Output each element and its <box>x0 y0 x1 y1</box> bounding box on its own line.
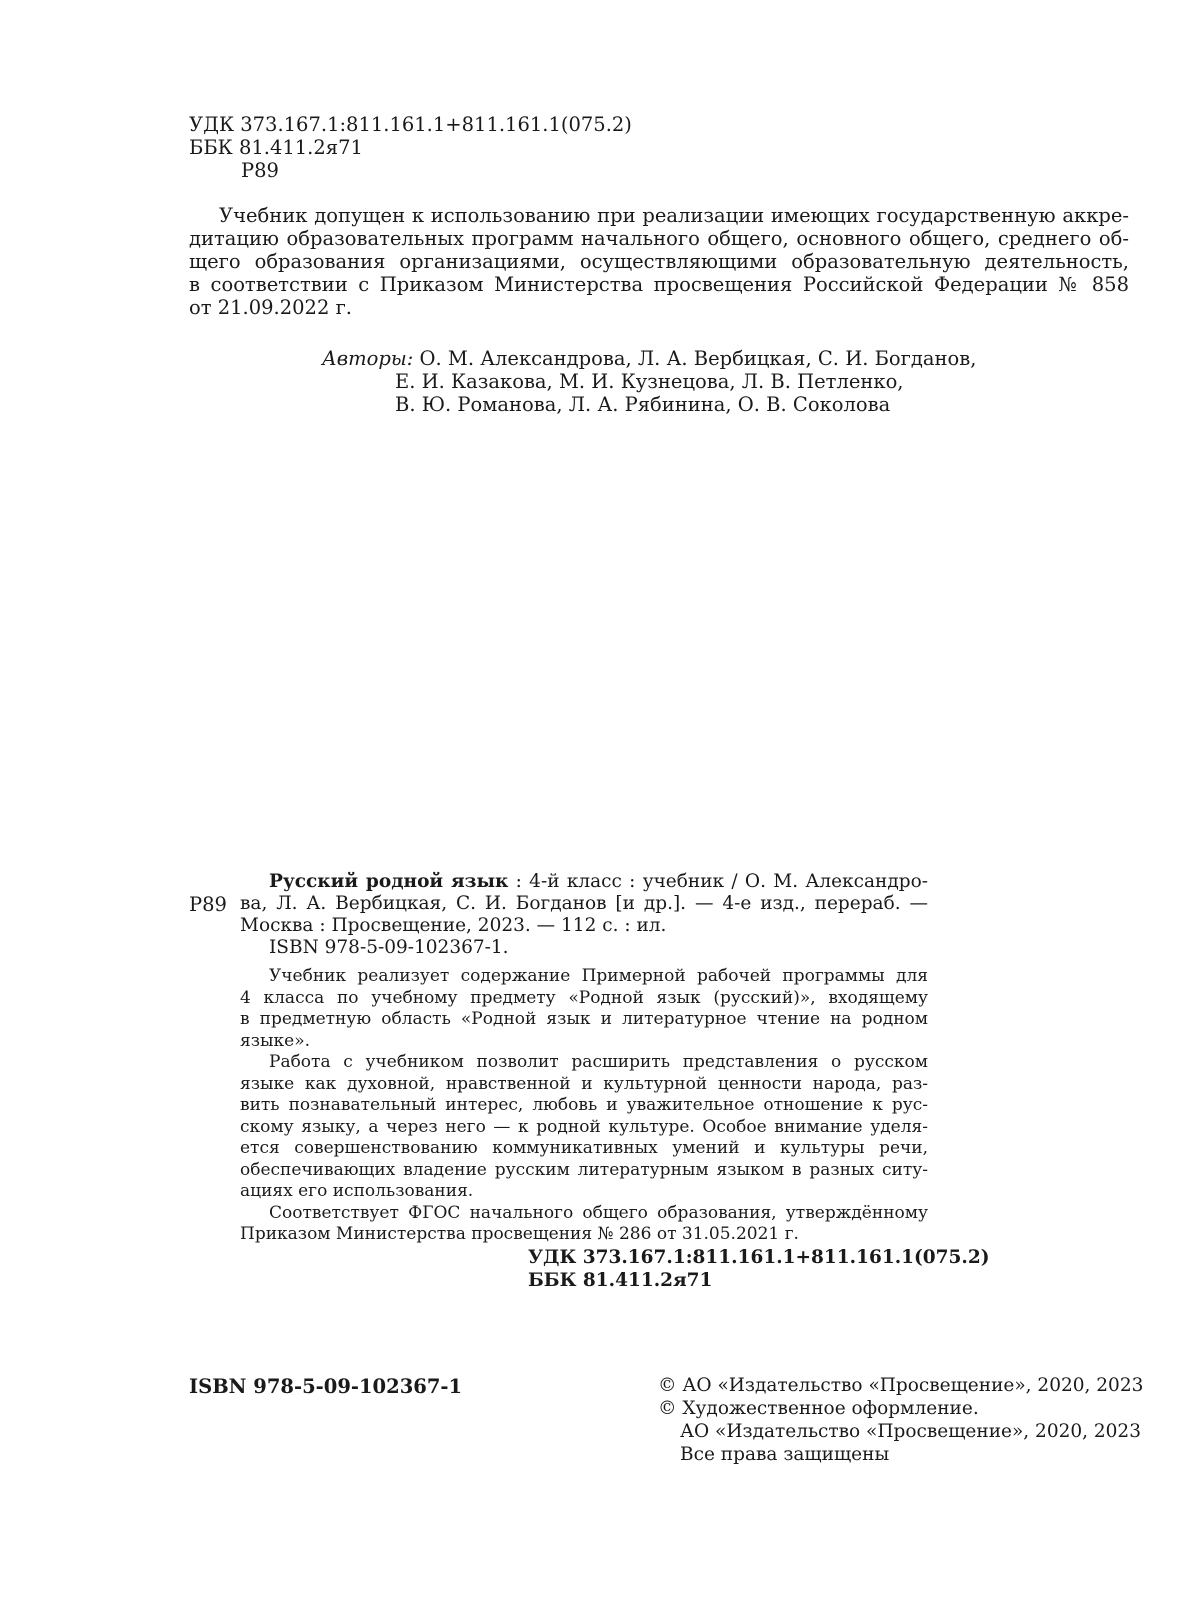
annotation-line: языке». <box>240 1030 311 1051</box>
catalog-author-mark: Р89 <box>189 893 227 916</box>
record-isbn: ISBN 978-5-09-102367-1. <box>269 937 509 958</box>
approval-line: дитацию образовательных программ начального общего, основного общего, среднего об- <box>189 227 1129 250</box>
authors-line <box>322 347 976 370</box>
record-bbk: ББК 81.411.2я71 <box>528 1270 713 1291</box>
annotation-line: 4 класса по учебному предмету «Родной язык (русский)», входящему <box>240 987 928 1008</box>
copyright-line: © АО «Издательство «Просвещение», 2020, 2023 <box>658 1375 1144 1396</box>
authors-label: Авторы: <box>322 347 414 370</box>
approval-line: в соответствии с Приказом Министерства просвещения Российской Федерации № 858 <box>189 273 1129 296</box>
classification-codes <box>189 113 632 182</box>
approval-line: щего образования организациями, осуществляющими образовательную деятельность, <box>189 250 1129 273</box>
copyright-block <box>658 1375 1143 1467</box>
annotation-line: Приказом Министерства просвещения № 286 от 31.05.2021 г. <box>240 1224 799 1244</box>
authors-block <box>322 347 976 416</box>
annotation-line: Учебник реализует содержание Примерной рабочей программы для <box>269 966 928 986</box>
isbn: ISBN 978-5-09-102367-1 <box>189 1375 463 1398</box>
annotation-line: вить познавательный интерес, любовь и уважительное отношение к рус- <box>240 1095 928 1115</box>
annotation-line: в предметную область «Родной язык и литературное чтение на родном <box>240 1009 928 1029</box>
annotation-line: обеспечивающих владение русским литературным языком в разных ситу- <box>240 1159 928 1180</box>
approval-line: Учебник допущен к использованию при реализации имеющих государственную аккре- <box>219 204 1129 227</box>
copyright-line: © Художественное оформление. <box>658 1398 979 1419</box>
author-mark: Р89 <box>241 159 279 182</box>
annotation <box>240 966 928 1246</box>
record-line: Москва : Просвещение, 2023. — 112 с. : ил. <box>240 915 667 936</box>
authors-line: Е. И. Казакова, М. И. Кузнецова, Л. В. Петленко, <box>395 370 904 393</box>
record-udk: УДК 373.167.1:811.161.1+811.161.1(075.2) <box>528 1247 990 1268</box>
rights-reserved: Все права защищены <box>680 1444 890 1465</box>
book-title: Русский родной язык <box>269 871 509 892</box>
bbk-code: ББК 81.411.2я71 <box>189 136 363 159</box>
record-line: ва, Л. А. Вербицкая, С. И. Богданов [и др.]. — 4-е изд., перераб. — <box>240 893 928 914</box>
authors-names: О. М. Александрова, Л. А. Вербицкая, С. И. Богданов, <box>419 347 977 370</box>
approval-notice <box>189 204 1129 319</box>
annotation-line: языке как духовной, нравственной и культурной ценности народа, раз- <box>240 1073 928 1094</box>
bibliographic-record <box>240 871 928 959</box>
udk-code: УДК 373.167.1:811.161.1+811.161.1(075.2) <box>189 113 632 136</box>
record-codes <box>528 1247 989 1293</box>
authors-line: В. Ю. Романова, Л. А. Рябинина, О. В. Соколова <box>395 393 891 416</box>
record-line: Русский родной язык : 4-й класс : учебник / О. М. Александро- <box>269 871 928 892</box>
copyright-line: АО «Издательство «Просвещение», 2020, 2023 <box>680 1421 1141 1442</box>
annotation-line: Соответствует ФГОС начального общего образования, утверждённому <box>269 1202 928 1223</box>
annotation-line: ациях его использования. <box>240 1181 474 1201</box>
annotation-line: скому языку, а через него — к родной культуре. Особое внимание уделя- <box>240 1116 928 1137</box>
annotation-line: ется совершенствованию коммуникативных умений и культуры речи, <box>240 1138 928 1158</box>
annotation-line: Работа с учебником позволит расширить представления о русском <box>269 1052 928 1072</box>
approval-line: от 21.09.2022 г. <box>189 296 352 319</box>
